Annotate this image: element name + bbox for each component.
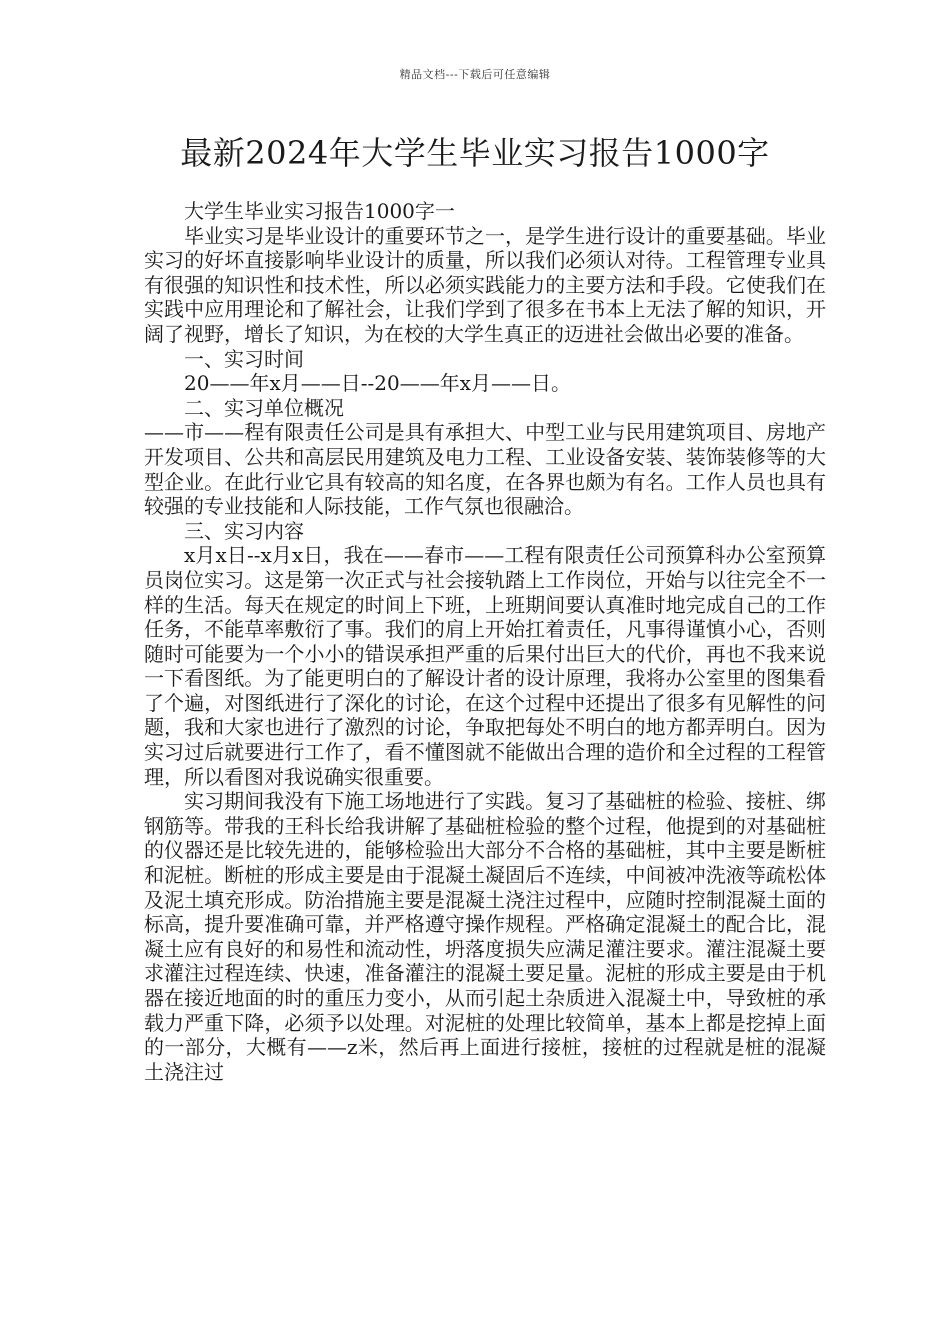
paragraph-intro: 毕业实习是毕业设计的重要环节之一，是学生进行设计的重要基础。毕业实习的好坏直接影响毕业设计的质量，所以我们必须认对待。工程管理专业具有很强的知识性和技术性，所以必须实践能力的主要方法和手段。它使我们在实践中应用理论和了解社会，让我们学到了很多在书本上无法了解的知识，开阔了视野，增长了知识，为在校的大学生真正的迈进社会做出必要的准备。 bbox=[144, 223, 826, 346]
section-heading-content: 三、实习内容 bbox=[184, 518, 304, 543]
paragraph-time: 20——年x月——日--20——年x月——日。 bbox=[184, 371, 571, 396]
header-note: 精品文档---下载后可任意编辑 bbox=[399, 68, 551, 81]
section-heading-time: 一、实习时间 bbox=[184, 346, 304, 371]
paragraph-content-2: 实习期间我没有下施工场地进行了实践。复习了基础桩的检验、接桩、绑钢筋等。带我的王科长给我讲解了基础桩检验的整个过程，他提到的对基础桩的仪器还是比较先进的，能够检验出大部分不合格的基础桩，其中主要是断桩和泥桩。断桩的形成主要是由于混凝土凝固后不连续，中间被冲洗液等疏松体及泥土填充形成。防治措施主要是混凝土浇注过程中，应随时控制混凝土面的标高，提升要准确可靠，并严格遵守操作规程。严格确定混凝土的配合比，混凝土应有良好的和易性和流动性，坍落度损失应满足灌注要求。灌注混凝土要求灌注过程连续、快速，准备灌注的混凝土要足量。泥桩的形成主要是由于机器在接近地面的时的重压力变小，从而引起土杂质进入混凝土中，导致桩的承载力严重下降，必须予以处理。对泥桩的处理比较简单，基本上都是挖掉上面的一部分，大概有——z米，然后再上面进行接桩，接桩的过程就是桩的混凝土浇注过 bbox=[144, 789, 826, 1084]
document-body bbox=[144, 199, 826, 1084]
document-title: 最新2024年大学生毕业实习报告1000字 bbox=[180, 134, 770, 172]
section-heading-company: 二、实习单位概况 bbox=[184, 395, 344, 420]
paragraph-company: ——市——程有限责任公司是具有承担大、中型工业与民用建筑项目、房地产开发项目、公共和高层民用建筑及电力工程、工业设备安装、装饰装修等的大型企业。在此行业它具有较高的知名度，在各界也颇为有名。工作人员也具有较强的专业技能和人际技能，工作气氛也很融洽。 bbox=[144, 420, 826, 519]
paragraph-content-1: x月x日--x月x日，我在——春市——工程有限责任公司预算科办公室预算员岗位实习。这是第一次正式与社会接轨踏上工作岗位，开始与以往完全不一样的生活。每天在规定的时间上下班，上班期间要认真准时地完成自己的工作任务，不能草率敷衍了事。我们的肩上开始扛着责任，凡事得谨慎小心，否则随时可能要为一个小小的错误承担严重的后果付出巨大的代价，再也不我来说一下看图纸。为了能更明白的了解设计者的设计原理，我将办公室里的图集看了个遍，对图纸进行了深化的讨论，在这个过程中还提出了很多有见解性的问题，我和大家也进行了激烈的讨论，争取把每处不明白的地方都弄明白。因为实习过后就要进行工作了，看不懂图就不能做出合理的造价和全过程的工程管理，所以看图对我说确实很重要。 bbox=[144, 543, 826, 789]
paragraph-subtitle: 大学生毕业实习报告1000字一 bbox=[184, 199, 455, 223]
